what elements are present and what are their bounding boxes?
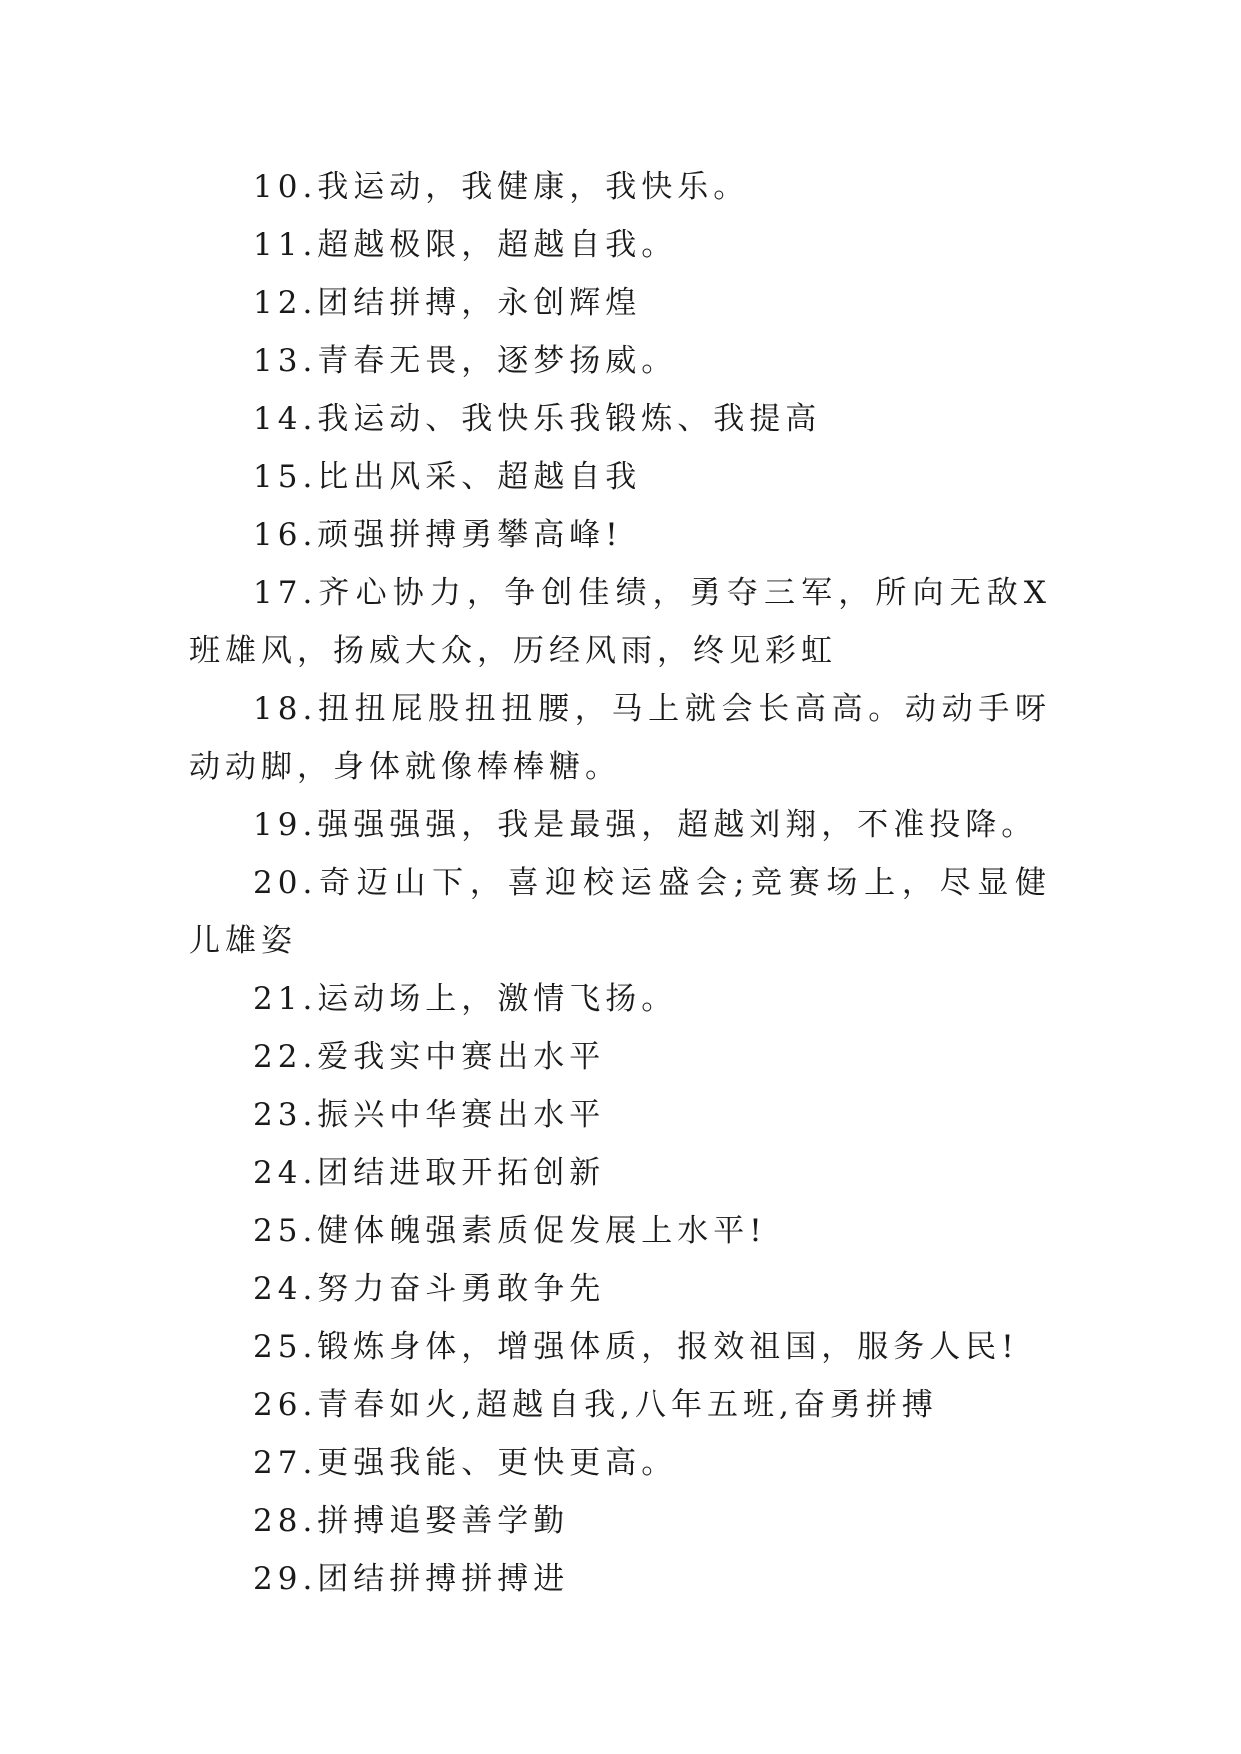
list-item: 27.更强我能、更快更高。	[253, 1445, 678, 1481]
list-item: 16.顽强拼搏勇攀高峰!	[253, 517, 623, 553]
list-item: 28.拼搏追娶善学勤	[253, 1503, 570, 1539]
list-item: 26.青春如火,超越自我,八年五班,奋勇拼搏	[253, 1387, 938, 1423]
list-item: 10.我运动，我健康，我快乐。	[253, 169, 750, 205]
list-item: 24.努力奋斗勇敢争先	[253, 1271, 606, 1307]
slogan-list	[189, 158, 1051, 1608]
list-item: 20.奇迈山下，喜迎校运盛会;竞赛场上，尽显健儿雄姿	[189, 865, 1051, 959]
list-item: 21.运动场上，激情飞扬。	[253, 981, 678, 1017]
list-item: 25.锻炼身体，增强体质，报效祖国，服务人民!	[253, 1329, 1019, 1365]
list-item: 14.我运动、我快乐我锻炼、我提高	[253, 401, 822, 437]
list-item: 15.比出风采、超越自我	[253, 459, 642, 495]
list-item: 18.扭扭屁股扭扭腰，马上就会长高高。动动手呀动动脚，身体就像棒棒糖。	[189, 691, 1051, 785]
list-item: 22.爱我实中赛出水平	[253, 1039, 606, 1075]
list-item: 11.超越极限，超越自我。	[253, 227, 678, 263]
list-item: 24.团结进取开拓创新	[253, 1155, 606, 1191]
list-item: 29.团结拼搏拼搏进	[253, 1561, 570, 1597]
list-item: 25.健体魄强素质促发展上水平!	[253, 1213, 767, 1249]
list-item: 13.青春无畏，逐梦扬威。	[253, 343, 678, 379]
list-item: 17.齐心协力，争创佳绩，勇夺三军，所向无敌X班雄风，扬威大众，历经风雨，终见彩虹	[189, 575, 1051, 669]
list-item: 23.振兴中华赛出水平	[253, 1097, 606, 1133]
list-item: 12.团结拼搏，永创辉煌	[253, 285, 642, 321]
list-item: 19.强强强强，我是最强，超越刘翔，不准投降。	[253, 807, 1038, 843]
